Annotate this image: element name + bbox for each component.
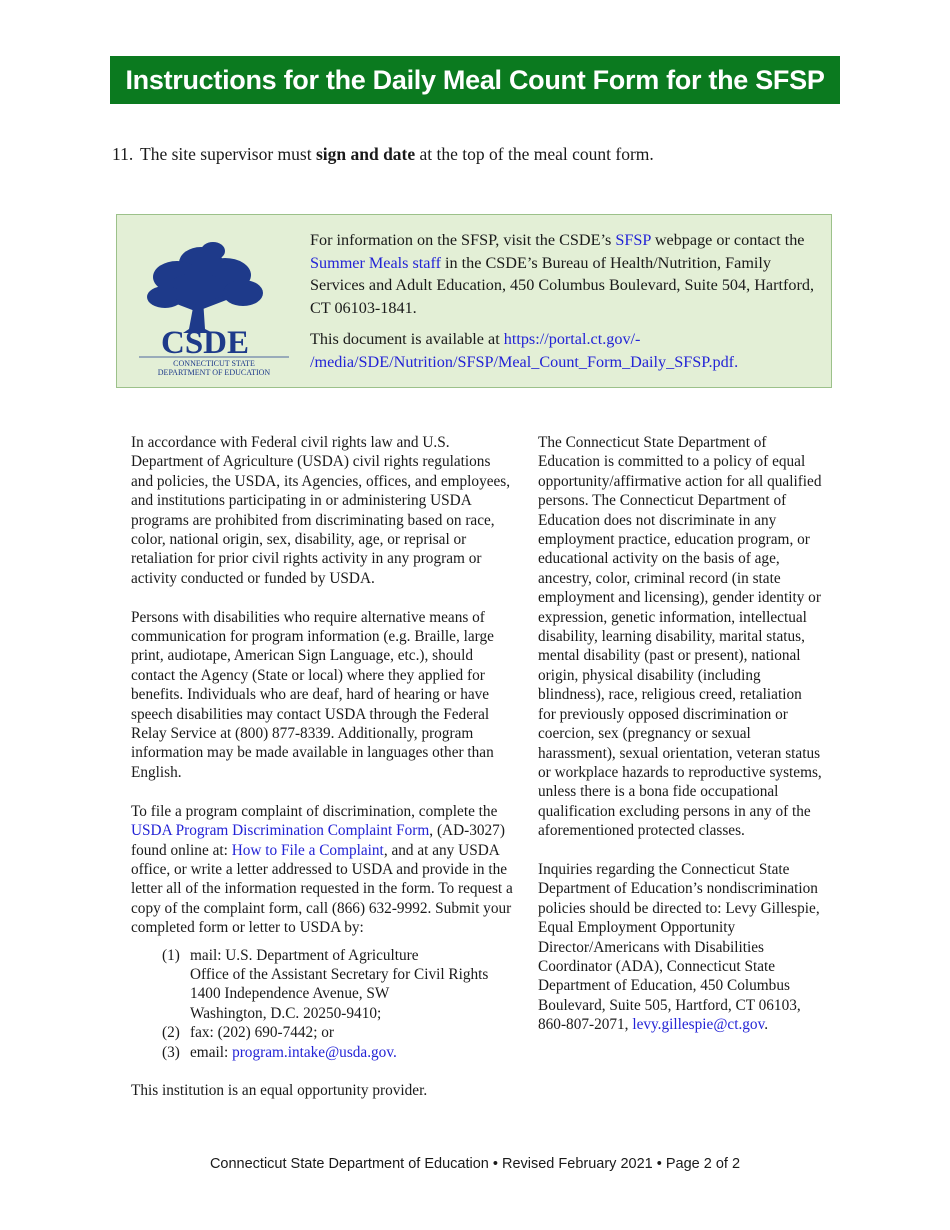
usda-statement-paragraph: In accordance with Federal civil rights law and U.S. Department of Agriculture (USDA) civil rights regulations and policies, the USDA, its Agencies, offices, and employees, and institutions participating in or administering USDA programs are prohibited from discriminating based on race, color, national origin, sex, disability, age, or reprisal or retaliation for prior civil rights activity in any program or activity conducted or funded by USDA. xyxy=(131,434,511,587)
list-item xyxy=(131,946,513,1024)
summer-meals-staff-link[interactable]: Summer Meals staff xyxy=(310,253,441,272)
email-line xyxy=(190,1043,513,1062)
inquiries-paragraph xyxy=(538,860,823,1035)
email-label: email: xyxy=(190,1043,233,1061)
document-url-part1: https://portal.ct.gov/- xyxy=(503,330,641,348)
csde-nondiscrimination-column xyxy=(538,433,823,1054)
logo-agency-line1: CONNECTICUT STATE xyxy=(173,359,255,368)
footer-org: Connecticut State Department of Education xyxy=(209,1156,489,1172)
logo-wordmark: CSDE xyxy=(161,325,250,359)
list-item-number: (3) xyxy=(162,1043,180,1061)
step-number: 11. xyxy=(112,144,134,164)
inquiries-end: . xyxy=(764,1016,769,1034)
page-title: Instructions for the Daily Meal Count Form for the SFSP xyxy=(125,64,825,95)
mail-line-3: 1400 Independence Avenue, SW xyxy=(190,985,390,1003)
info-text-b: webpage or contact the xyxy=(650,231,805,249)
usda-email-end: . xyxy=(393,1043,397,1061)
usda-email-link[interactable] xyxy=(232,1044,397,1061)
info-text-a: For information on the SFSP, visit the CSDE’s xyxy=(310,231,616,249)
list-item-number: (2) xyxy=(162,1024,180,1042)
footer-separator: • xyxy=(652,1156,666,1172)
info-paragraph-contact xyxy=(310,229,815,319)
step-text-after: at the top of the meal count form. xyxy=(415,144,654,164)
logo-agency-line2: DEPARTMENT OF EDUCATION xyxy=(157,368,271,377)
step-text-before: The site supervisor must xyxy=(140,144,316,164)
mail-address xyxy=(190,946,513,1024)
complaint-text-b: , (AD-3027) found online at: xyxy=(131,822,505,859)
step-emphasis: sign and date xyxy=(315,144,416,164)
footer-separator: • xyxy=(488,1156,502,1172)
mail-line-4: Washington, D.C. 20250-9410; xyxy=(190,1004,382,1022)
complaint-text-a: To file a program complaint of discrimination, complete the xyxy=(131,802,498,820)
tree-logo-icon xyxy=(139,237,289,359)
mail-line-2: Office of the Assistant Secretary for Civil Rights xyxy=(190,965,489,983)
info-box xyxy=(116,214,832,388)
info-text xyxy=(310,229,815,382)
logo-agency-name xyxy=(139,359,289,377)
complaint-form-link[interactable]: USDA Program Discrimination Complaint Form xyxy=(131,822,430,840)
info-text-c: in the CSDE’s Bureau of Health/Nutrition, Family Services and Adult Education, 450 Columbus Boulevard, Suite 504, Hartford, CT 06103-1841. xyxy=(310,253,814,317)
document-url-part2: /media/SDE/Nutrition/SFSP/Meal_Count_Form_Daily_SFSP.pdf xyxy=(310,352,735,371)
footer-page-number: Page 2 of 2 xyxy=(665,1156,741,1172)
usda-nondiscrimination-column xyxy=(131,433,513,1120)
list-item xyxy=(131,1043,513,1062)
info-paragraph-url xyxy=(310,328,815,373)
page-title-banner xyxy=(110,56,840,104)
sfsp-webpage-link[interactable]: SFSP xyxy=(615,231,651,249)
footer-revised-date: Revised February 2021 xyxy=(501,1156,653,1172)
complaint-text-c: , and at any USDA office, or write a letter addressed to USDA and provide in the letter all of the information requested in the form. To request a copy of the complaint form, call (866) 632-9992. Submit your completed form or letter to USDA by: xyxy=(131,841,513,937)
document-url-end: . xyxy=(734,352,739,371)
csde-logo xyxy=(139,237,289,377)
fax-number: fax: (202) 690-7442; or xyxy=(190,1024,335,1042)
disabilities-paragraph: Persons with disabilities who require alternative means of communication for program information (e.g. Braille, large print, audiotape, American Sign Language, etc.), should contact the Agency (State or local) where they applied for benefits. Individuals who are deaf, hard of hearing or have speech disabilities may contact USDA through the Federal Relay Service at (800) 877-8339. Additionally, program information may be made available in languages other than English. xyxy=(131,608,494,781)
csde-policy-paragraph: The Connecticut State Department of Education is committed to a policy of equal opportunity/affirmative action for all qualified persons. The Connecticut Department of Education does not discriminate in any employment practice, education program, or educational activity on the basis of age, ancestry, color, criminal record (in state employment and licensing), gender identity or expression, genetic information, intellectual disability, learning disability, marital status, mental disability (past or present), national origin, physical disability (including blindness), race, religious creed, retaliation for previously opposed discrimination or coercion, sex (pregnancy or sexual harassment), sexual orientation, veteran status or workplace hazards to reproductive systems, unless there is a bona fide occupational qualification excluding persons in any of the aforementioned protected classes. xyxy=(538,434,822,840)
info-url-intro: This document is available at xyxy=(310,330,504,348)
gillespie-email-link[interactable]: levy.gillespie@ct.gov xyxy=(632,1016,765,1034)
how-to-file-link[interactable]: How to File a Complaint xyxy=(231,841,384,859)
list-item xyxy=(131,1023,513,1042)
instruction-step xyxy=(112,144,654,165)
usda-email-text: program.intake@usda.gov xyxy=(232,1043,393,1061)
equal-opportunity-statement: This institution is an equal opportunity provider. xyxy=(131,1082,428,1100)
mail-line-1: mail: U.S. Department of Agriculture xyxy=(190,946,419,964)
inquiries-text: Inquiries regarding the Connecticut State Department of Education’s nondiscrimination policies should be directed to: Levy Gillespie, Equal Employment Opportunity Director/Americans with Disabilities Coordinator (ADA), Connecticut State Department of Education, 450 Columbus Boulevard, Suite 505, Hartford, CT 06103, 860-807-2071, xyxy=(538,860,820,1034)
list-item-number: (1) xyxy=(162,946,180,964)
page-footer xyxy=(0,1156,950,1172)
submission-methods-list xyxy=(131,946,513,1062)
complaint-paragraph xyxy=(131,802,513,938)
